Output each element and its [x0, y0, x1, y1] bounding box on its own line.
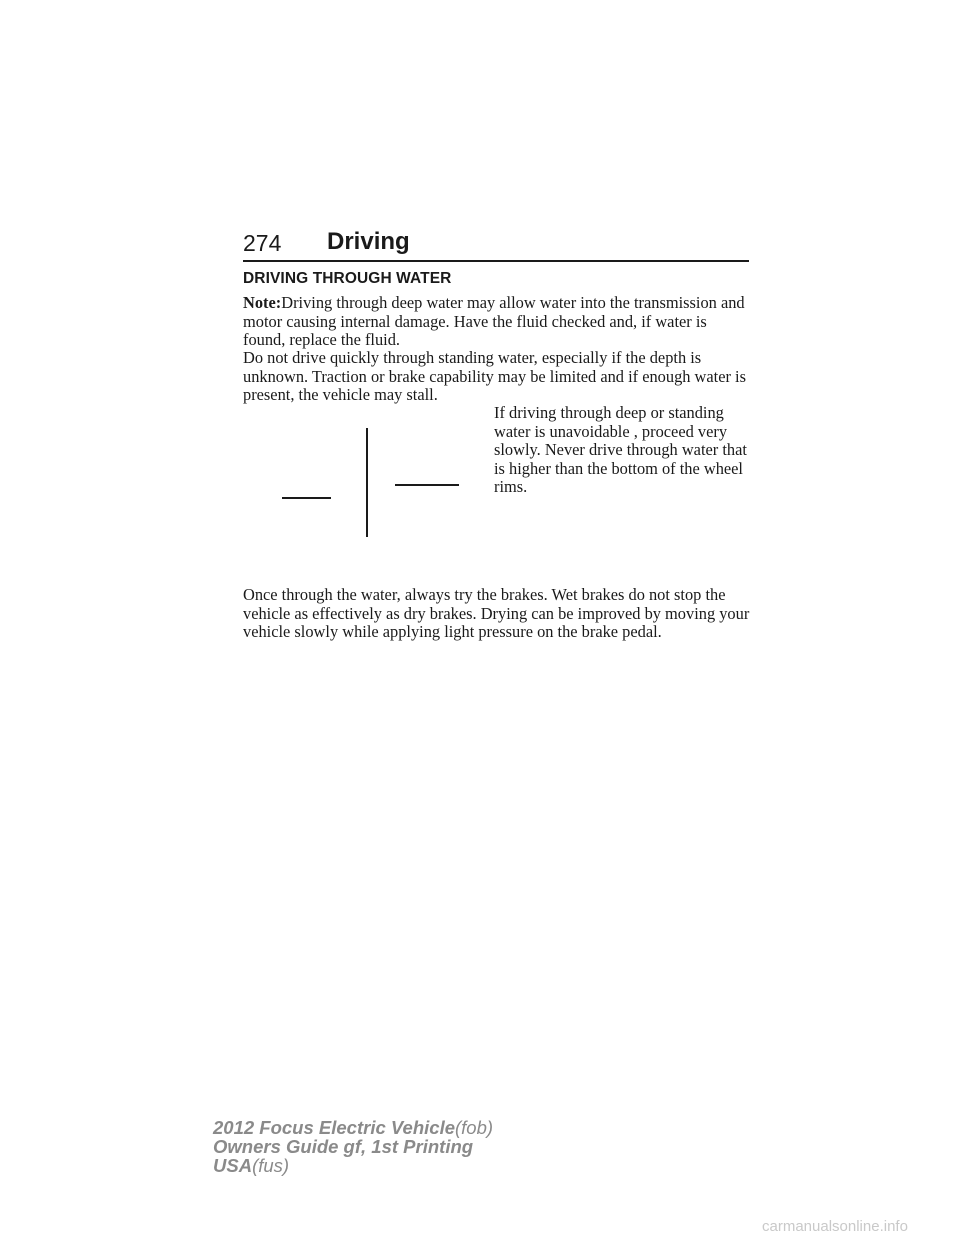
page-header: [243, 228, 749, 262]
footer-line-3: [213, 1156, 493, 1175]
footer-vehicle-code: (fob): [455, 1117, 494, 1138]
page-number: 274: [243, 230, 282, 256]
water-depth-diagram-icon: [270, 420, 470, 542]
note-label: Note:: [243, 293, 282, 312]
standing-water-paragraph: Do not drive quickly through standing water, especially if the depth is unknown. Traction or brake capability may be limited and if enough water is present, the vehicle may stall.: [243, 348, 746, 405]
note-paragraph: [243, 294, 753, 350]
print-footer: [213, 1118, 493, 1175]
watermark: carmanualsonline.info: [762, 1218, 908, 1235]
footer-guide: Owners Guide gf, 1st Printing: [213, 1136, 474, 1157]
footer-line-2: [213, 1137, 493, 1156]
deep-water-paragraph: If driving through deep or standing water is unavoidable , proceed very slowly. Never drive through water that is higher than the bottom of the wheel rims.: [494, 403, 747, 497]
footer-market-code: (fus): [252, 1155, 290, 1176]
footer-vehicle: 2012 Focus Electric Vehicle: [213, 1117, 455, 1138]
after-water-paragraph: Once through the water, always try the brakes. Wet brakes do not stop the vehicle as effectively as dry brakes. Drying can be improved by moving your vehicle slowly while applying light pressure on the brake pedal.: [243, 585, 750, 642]
footer-market: USA: [213, 1155, 253, 1176]
section-title: Driving: [327, 228, 410, 255]
note-text: Driving through deep water may allow water into the transmission and motor causing internal damage. Have the fluid checked and, if water is found, replace the fluid.: [243, 293, 745, 350]
footer-line-1: [213, 1118, 493, 1137]
section-heading: DRIVING THROUGH WATER: [243, 270, 452, 287]
